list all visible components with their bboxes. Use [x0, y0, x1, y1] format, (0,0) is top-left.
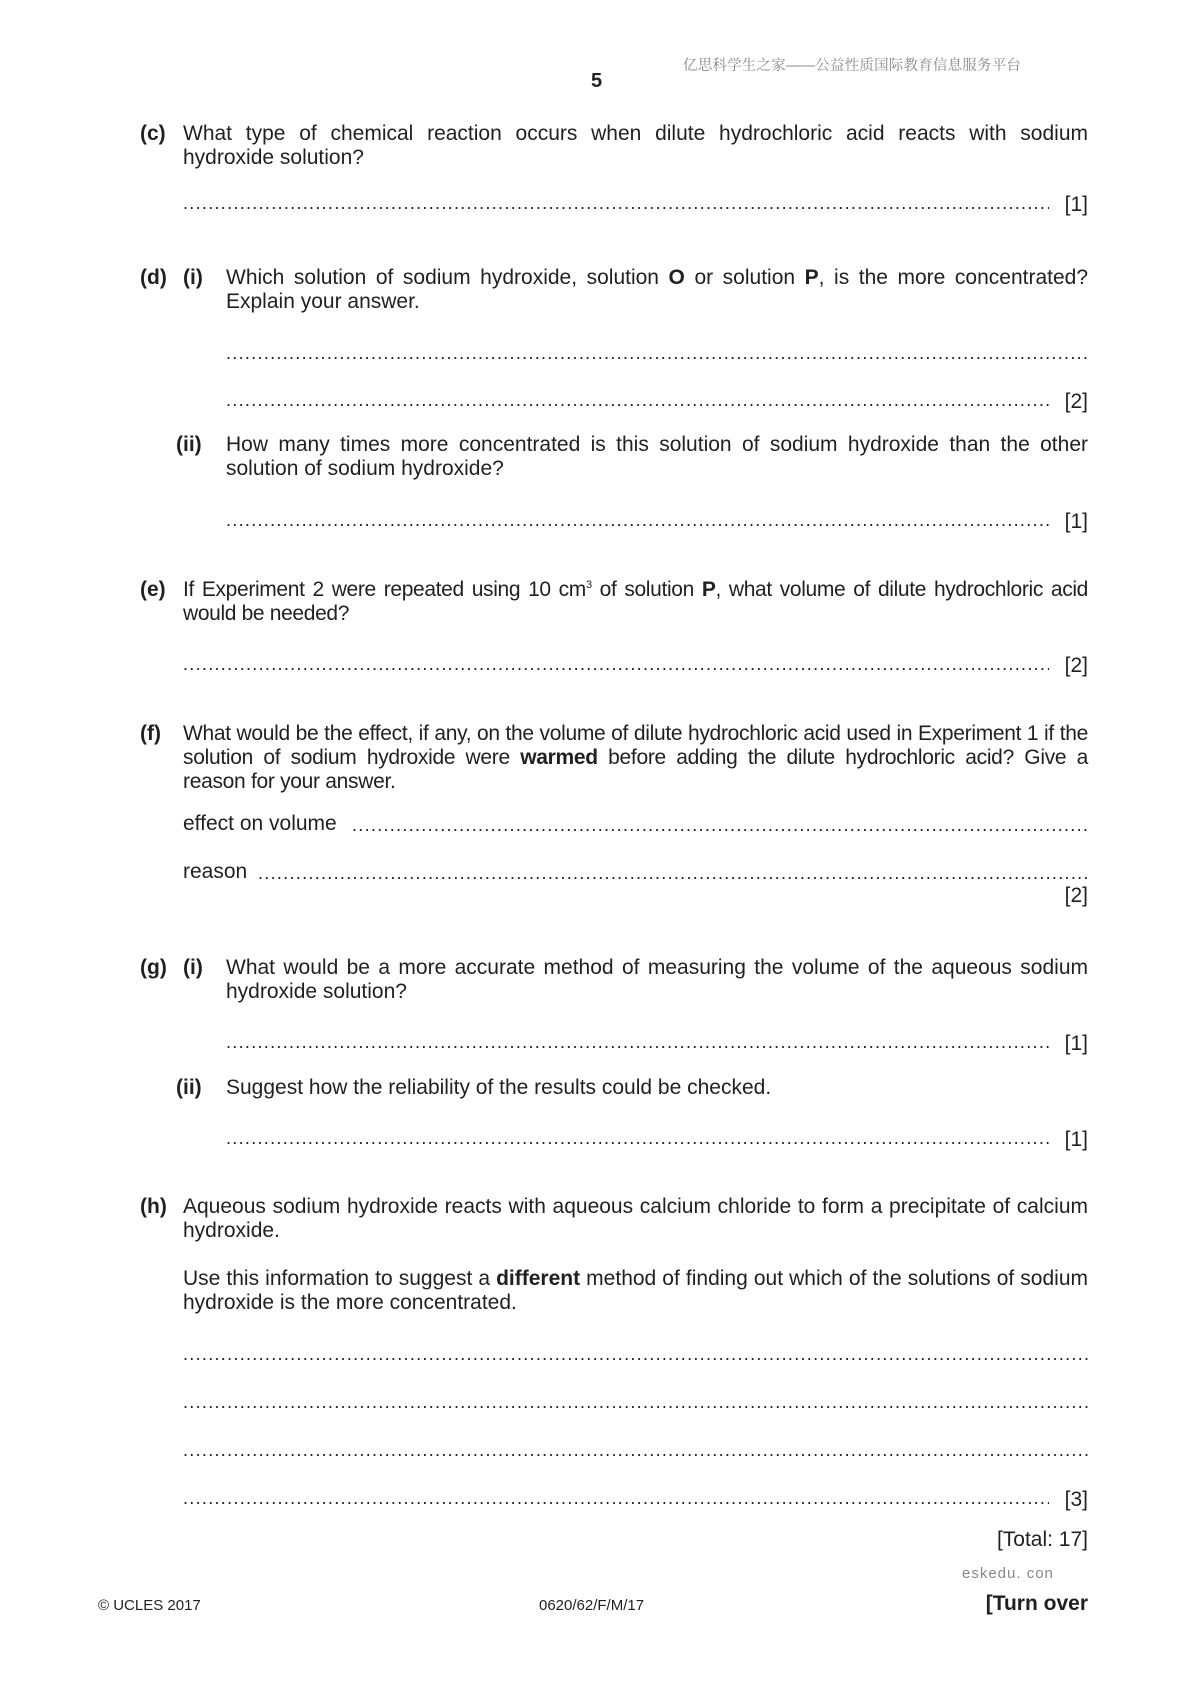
- total-marks: [Total: 17]: [996, 1528, 1088, 1551]
- answer-line-d-i-1[interactable]: [226, 343, 1088, 363]
- mark-g-i: [1]: [1064, 1032, 1088, 1055]
- header-watermark: 亿思科学生之家——公益性质国际教育信息服务平台: [683, 58, 1022, 74]
- question-c-label: (c): [140, 122, 166, 145]
- reason-label: reason: [183, 860, 248, 883]
- question-h-text: Aqueous sodium hydroxide reacts with aqueous calcium chloride to form a precipitate of calcium hydroxide.: [183, 1195, 1088, 1242]
- answer-line-h-4[interactable]: [183, 1488, 1049, 1508]
- question-g-i-text: What would be a more accurate method of measuring the volume of the aqueous sodium hydroxide solution?: [226, 956, 1088, 1003]
- question-d-label: (d): [140, 266, 167, 289]
- mark-f: [2]: [1064, 884, 1088, 907]
- footer-watermark: eskedu. con: [962, 1565, 1054, 1582]
- mark-d-ii: [1]: [1064, 510, 1088, 533]
- answer-line-e[interactable]: [183, 654, 1049, 674]
- question-d-i-label: (i): [183, 266, 203, 289]
- question-e-text: If Experiment 2 were repeated using 10 $cm^3$ of solution P, what volume of dilute hydrochloric acid would be needed?: [183, 578, 1088, 625]
- question-g-ii-text: Suggest how the reliability of the results could be checked.: [226, 1076, 772, 1099]
- answer-line-c[interactable]: [183, 193, 1049, 213]
- answer-line-h-2[interactable]: [183, 1392, 1088, 1412]
- answer-line-g-ii[interactable]: [226, 1128, 1049, 1148]
- question-e-label: (e): [140, 578, 166, 601]
- effect-on-volume-label: effect on volume: [183, 812, 337, 835]
- question-d-ii-label: (ii): [176, 433, 202, 456]
- question-f-text: What would be the effect, if any, on the volume of dilute hydrochloric acid used in Experiment 1 if the solution of sodium hydroxide were warmed before adding the dilute hydrochloric acid? Give a reason for your answer.: [183, 722, 1089, 793]
- page-number: 5: [591, 70, 603, 92]
- question-h-instruction: Use this information to suggest a different method of finding out which of the solutions of sodium hydroxide is the more concentrated.: [183, 1267, 1088, 1314]
- answer-line-h-1[interactable]: [183, 1344, 1088, 1364]
- copyright: © UCLES 2017: [98, 1597, 201, 1614]
- answer-line-d-i-2[interactable]: [226, 390, 1049, 410]
- mark-g-ii: [1]: [1064, 1128, 1088, 1151]
- question-g-label: (g): [140, 956, 167, 979]
- mark-h: [3]: [1064, 1488, 1088, 1511]
- answer-line-d-ii[interactable]: [226, 510, 1049, 530]
- answer-line-h-3[interactable]: [183, 1440, 1088, 1460]
- question-c-text: What type of chemical reaction occurs when dilute hydrochloric acid reacts with sodium hydroxide solution?: [183, 122, 1088, 169]
- question-f-label: (f): [140, 722, 161, 745]
- answer-line-f-effect[interactable]: [352, 815, 1088, 835]
- question-g-i-label: (i): [183, 956, 203, 979]
- answer-line-f-reason[interactable]: [258, 863, 1088, 883]
- question-h-label: (h): [140, 1195, 167, 1218]
- question-g-ii-label: (ii): [176, 1076, 202, 1099]
- paper-code: 0620/62/F/M/17: [539, 1597, 645, 1614]
- question-d-i-text: Which solution of sodium hydroxide, solution O or solution P, is the more concentrated? Explain your answer.: [226, 266, 1088, 313]
- mark-d-i: [2]: [1064, 390, 1088, 413]
- mark-e: [2]: [1064, 654, 1088, 677]
- turn-over: [Turn over: [985, 1592, 1088, 1615]
- mark-c: [1]: [1064, 193, 1088, 216]
- answer-line-g-i[interactable]: [226, 1032, 1049, 1052]
- question-d-ii-text: How many times more concentrated is this solution of sodium hydroxide than the other solution of sodium hydroxide?: [226, 433, 1088, 480]
